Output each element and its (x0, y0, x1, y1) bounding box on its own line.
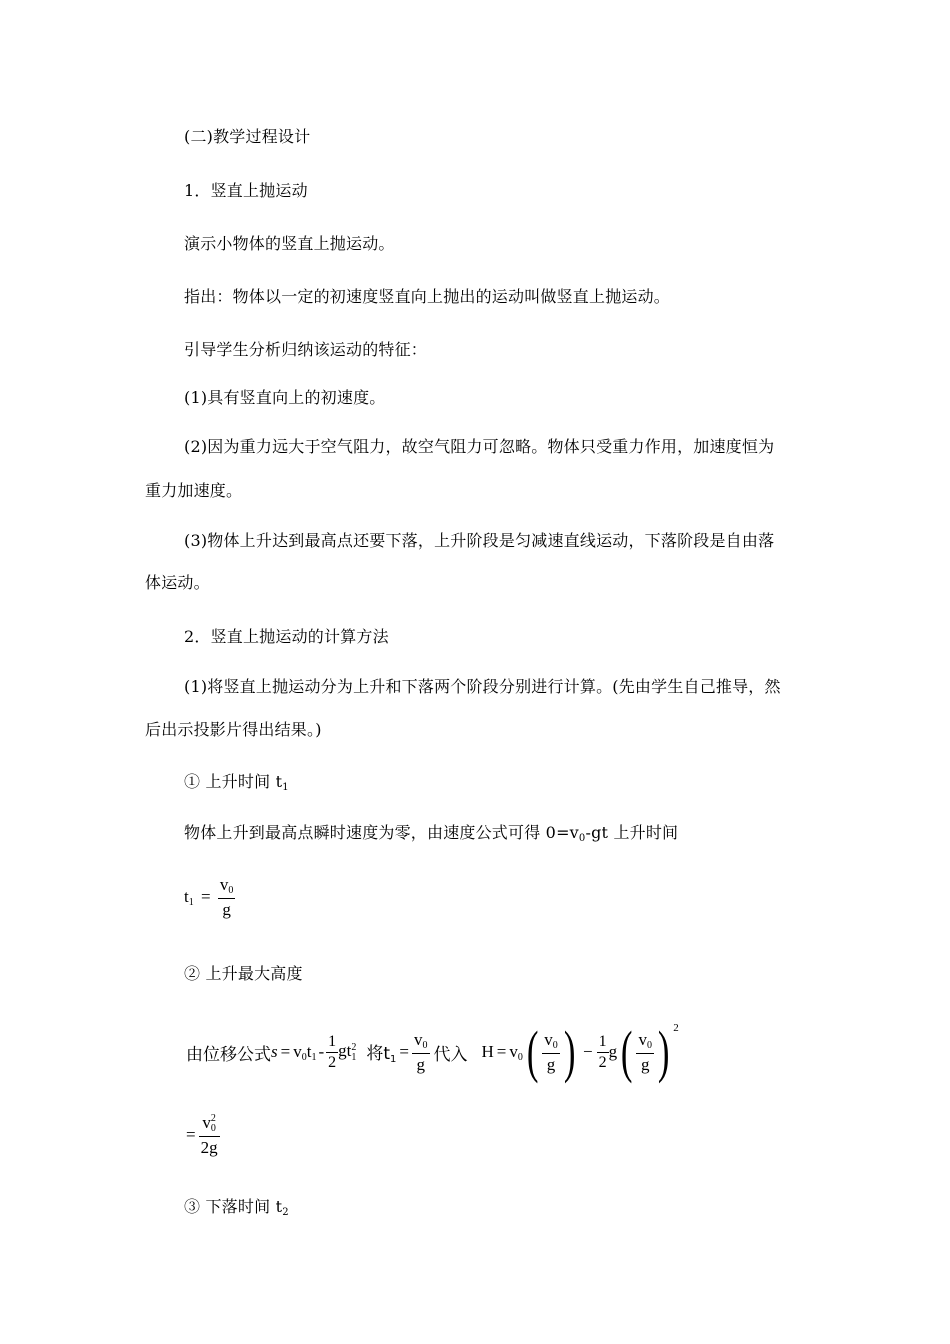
paragraph-definition: 指出：物体以一定的初速度竖直向上抛出的运动叫做竖直上抛运动。 (184, 287, 671, 306)
feature-item-3-line-2: 体运动。 (145, 573, 210, 592)
subsection-heading-1: 1．竖直上抛运动 (184, 181, 308, 200)
formula-rise-time: $t_1$ = $\frac{v_0}{g}$ (184, 875, 234, 919)
paragraph-demo: 演示小物体的竖直上抛运动。 (184, 234, 395, 253)
subsection-heading-2: 2．竖直上抛运动的计算方法 (184, 627, 389, 646)
method-item-1-line-1: (1)将竖直上抛运动分为上升和下落两个阶段分别进行计算。(先由学生自己推导，然 (184, 677, 781, 696)
feature-item-1: (1)具有竖直向上的初速度。 (184, 388, 386, 407)
feature-item-3-line-1: (3)物体上升达到最高点还要下落，上升阶段是匀减速直线运动，下落阶段是自由落 (184, 531, 775, 550)
paragraph-guide: 引导学生分析归纳该运动的特征： (184, 340, 428, 359)
step-max-height-heading: ② 上升最大高度 (184, 964, 303, 983)
step-fall-time-heading: ③ 下落时间 $t_2$ (184, 1197, 289, 1218)
feature-item-2-line-1: (2)因为重力远大于空气阻力，故空气阻力可忽略。物体只受重力作用，加速度恒为 (184, 437, 775, 456)
paragraph-rise-time: 物体上升到最高点瞬时速度为零，由速度公式可得 $0=v_0-gt$ 上升时间 (184, 823, 679, 844)
feature-item-2-line-2: 重力加速度。 (145, 481, 243, 500)
step-rise-time-heading: ① 上升时间 $t_1$ (184, 772, 289, 793)
formula-max-height-result: = v 2 0 2g (186, 1112, 218, 1158)
method-item-1-line-2: 后出示投影片得出结果。) (145, 720, 322, 739)
formula-max-height: 由位移公式 s = $v_0$ $t_1$ - $\frac{1}{2}$ gt 2 1 将$t_1$ = $\frac{v_0}{g}$ 代入 H = $v_0$ ( $\frac{v_0}{g}$ ) − $\frac{1}{2}$ g ( $\frac{v_0}{g}$ ) 2 (186, 1019, 679, 1084)
section-heading: (二)教学过程设计 (184, 127, 311, 146)
